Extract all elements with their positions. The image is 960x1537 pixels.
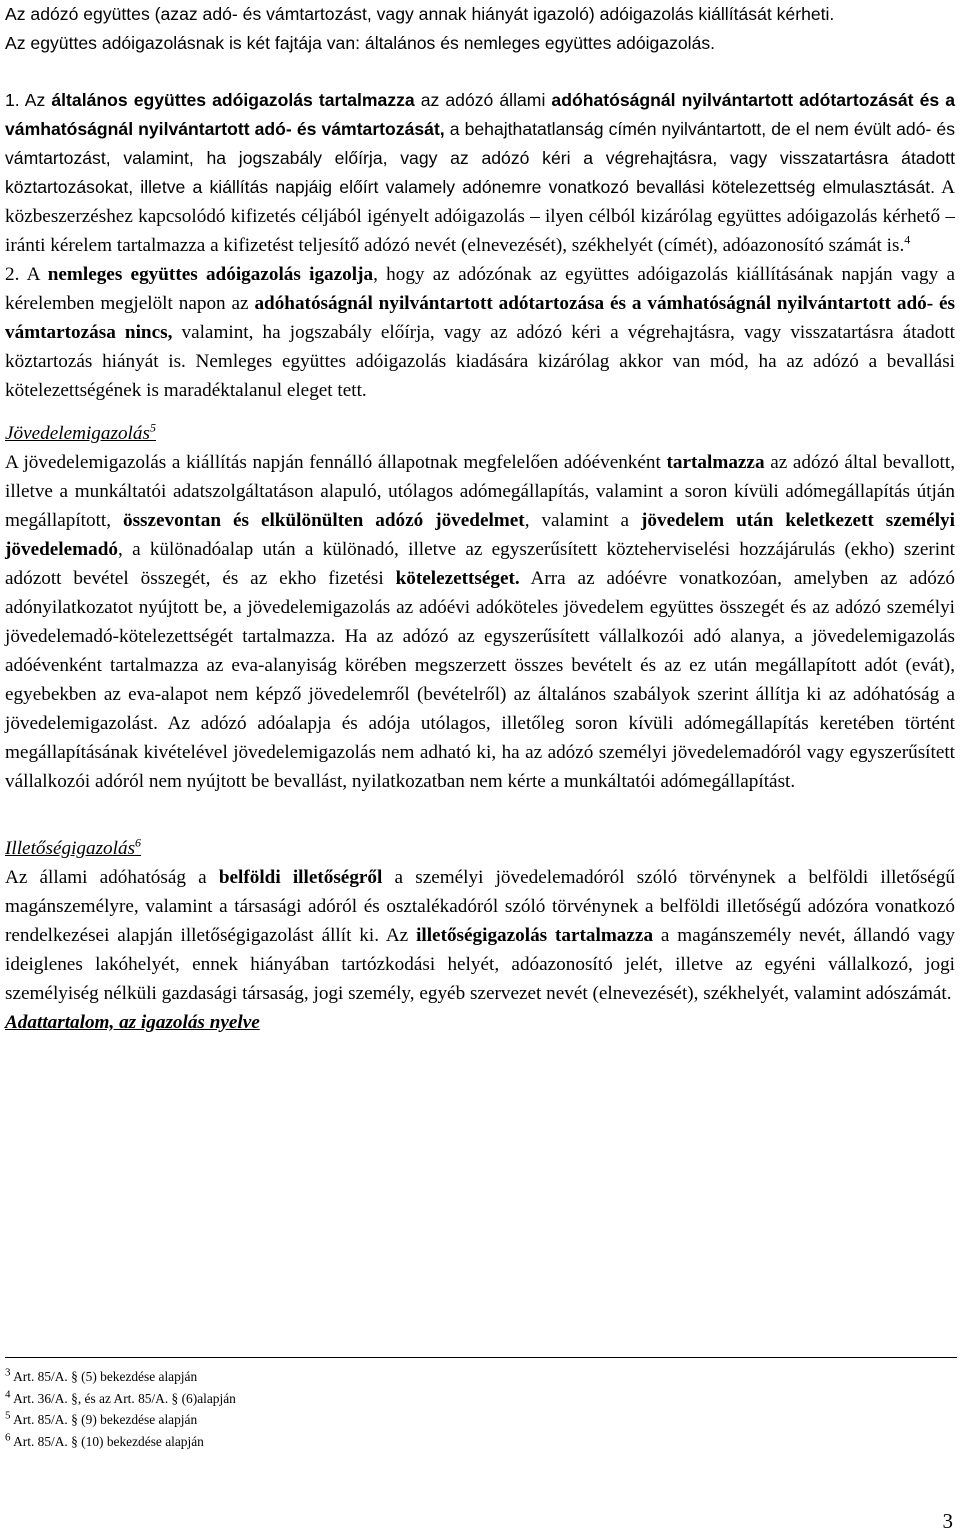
section-heading-residence	[5, 834, 955, 863]
item-2-bold-1: nemleges együttes adóigazolás igazolja	[47, 264, 374, 285]
intro-line-2: Az együttes adóigazolásnak is két fajtája van: általános és nemleges együttes adóigazolás.	[5, 33, 716, 53]
intro-paragraph	[5, 0, 955, 58]
income-bold-1: tartalmazza	[666, 452, 765, 473]
footnote-number: 4	[5, 1388, 11, 1401]
income-bold-2: összevontan és elkülönülten adózó jövedelmet	[123, 510, 525, 531]
footnote-3	[5, 1366, 957, 1388]
income-paragraph	[5, 448, 955, 796]
item-general-certificate	[5, 86, 955, 260]
item-2-text-3: valamint, ha jogszabály előírja, vagy az adózó kéri a végrehajtásra, vagy visszatartásra átadott köztartozás hiányát is. Nemleges együttes adóigazolás kiadására kizárólag akkor van mód, ha az adózó a bevallási kötelezettségének is maradéktalanul eleget tett.	[5, 322, 956, 401]
item-1-bold-2: adóhatóságnál nyilvántartott adótartozását és a vámhatóságnál nyilvántartott adó- és vámtartozását,	[5, 90, 955, 139]
income-bold-3: jövedelem után keletkezett személyi jövedelemadó	[5, 510, 955, 560]
residence-heading-text: Illetőségigazolás	[5, 838, 136, 859]
item-2-bold-2: adóhatóságnál nyilvántartott adótartozása és a vámhatóságnál nyilvántartott adó- és vámtartozása nincs,	[5, 293, 955, 343]
item-negative-certificate	[5, 260, 955, 405]
footnote-number: 5	[5, 1409, 11, 1422]
income-text-1: A jövedelemigazolás a kiállítás napján fennálló állapotnak megfelelően adóévenként	[5, 452, 667, 473]
item-1-bold-1: általános együttes adóigazolás tartalmazza	[51, 90, 415, 110]
residence-text-3: a magánszemély nevét, állandó vagy ideiglenes lakóhelyét, ennek hiányában tartózkodási helyét, adóazonosító jelét, illetve az egyéni vállalkozó, jogi személyiség nélküli gazdasági társaság, jogi személy, egyéb szervezet nevét (elnevezését), székhelyét, valamint adószámát.	[5, 925, 956, 1004]
footnote-number: 6	[5, 1431, 11, 1444]
residence-paragraph	[5, 863, 955, 1008]
footnote-ref-5: 5	[149, 420, 156, 435]
income-heading-text: Jövedelemigazolás	[5, 423, 150, 444]
footnote-text: Art. 85/A. § (9) bekezdése alapján	[13, 1412, 198, 1427]
footnotes	[5, 1357, 957, 1452]
residence-text-2: a személyi jövedelemadóról szóló törvénynek a belföldi illetőségű magánszemélyre, valamint a társasági adóról és osztalékadóról szóló törvénynek a belföldi illetőségű adózóra vonatkozó rendelkezései alapján illetőségigazolást állít ki. Az	[5, 867, 956, 946]
item-2-number: 2.	[5, 264, 20, 285]
income-text-2: az adózó által bevallott, illetve a munkáltatói adatszolgáltatáson alapuló, utólagos adómegállapítás, valamint a soron kívüli adómegállapítás útján megállapított,	[5, 452, 955, 531]
footnote-number: 3	[5, 1366, 11, 1379]
item-1-text-4: A közbeszerzéshez kapcsolódó kifizetés céljából igényelt adóigazolás – ilyen célból kizárólag együttes adóigazolás kérhető – iránti kérelem tartalmazza a kifizetést teljesítő adózó nevét (elnevezését), székhelyét (címét), adóazonosító számát is.	[5, 177, 955, 256]
item-2-text-2: , hogy az adózónak az együttes adóigazolás kiállításának napján vagy a kérelemben megjelölt napon az	[5, 264, 955, 314]
document-page	[5, 0, 955, 1037]
income-text-3: , valamint a	[524, 510, 642, 531]
item-1-text-1: Az	[19, 90, 52, 110]
footnote-5	[5, 1409, 957, 1431]
item-1-text-3: a behajthatatlanság címén nyilvántartott, de el nem évült adó- és vámtartozást, valamint, ha jogszabály előírja, vagy az adózó kéri a végrehajtásra, vagy visszatartásra átadott köztartozásokat, illetve a kiállítás napjáig előírt valamely adónemre vonatkozó bevallási kötelezettség elmulasztását.	[5, 119, 955, 197]
item-2-text-1: A	[19, 264, 48, 285]
footnote-4	[5, 1388, 957, 1410]
residence-bold-1: belföldi illetőségről	[218, 867, 383, 888]
footnote-ref-6: 6	[135, 835, 142, 850]
income-text-5: Arra az adóévre vonatkozóan, amelyben az adózó adónyilatkozatot nyújtott be, a jövedelemigazolás az adóévi adóköteles jövedelem együttes összegét és az adózó személyi jövedelemadó-kötelezettségét tartalmazza. Ha az adózó az egyszerűsített vállalkozói adó alanya, a jövedelemigazolás adóévenként tartalmazza az eva-alanyiság körében megszerzett összes bevételt és az ez után megállapított adót (evát), egyebekben az eva-alapot nem képző jövedelemről (bevételről) az általános szabályok szerint állítja ki az adóhatóság a jövedelemigazolást. Az adózó adóalapja és adója utólagos, illetőleg soron kívüli adómegállapítás keretében történt megállapításának kivételével jövedelemigazolás nem adható ki, ha az adózó személyi jövedelemadóról vagy egyszerűsített vállalkozói adóról nem nyújtott be bevallást, nyilatkozatban nem kérte a munkáltatói adómegállapítást.	[5, 568, 955, 792]
intro-line-1: Az adózó együttes (azaz adó- és vámtartozást, vagy annak hiányát igazoló) adóigazolás kiállítását kérheti.	[5, 4, 835, 24]
residence-text-1: Az állami adóhatóság a	[5, 867, 219, 888]
income-bold-4: kötelezettséget.	[395, 568, 520, 589]
income-text-4: , a különadóalap után a különadó, illetve az egyszerűsített közteherviselési hozzájárulás (ekho) szerint adózott bevétel összegét, és az ekho fizetési	[5, 539, 955, 589]
section-heading-income	[5, 419, 955, 448]
footnote-text: Art. 85/A. § (10) bekezdése alapján	[13, 1433, 204, 1449]
footnote-6	[5, 1431, 957, 1453]
section-heading-content-language: Adattartalom, az igazolás nyelve	[5, 1012, 260, 1033]
page-number: 3	[942, 1509, 953, 1533]
footnote-ref-4: 4	[904, 232, 911, 247]
residence-bold-2: illetőségigazolás tartalmazza	[416, 925, 654, 946]
footnote-text: Art. 85/A. § (5) bekezdése alapján	[13, 1369, 198, 1384]
item-1-text-2: az adózó állami	[414, 90, 552, 110]
footnote-text: Art. 36/A. §, és az Art. 85/A. § (6)alapján	[13, 1390, 236, 1406]
item-1-number: 1.	[5, 90, 20, 110]
